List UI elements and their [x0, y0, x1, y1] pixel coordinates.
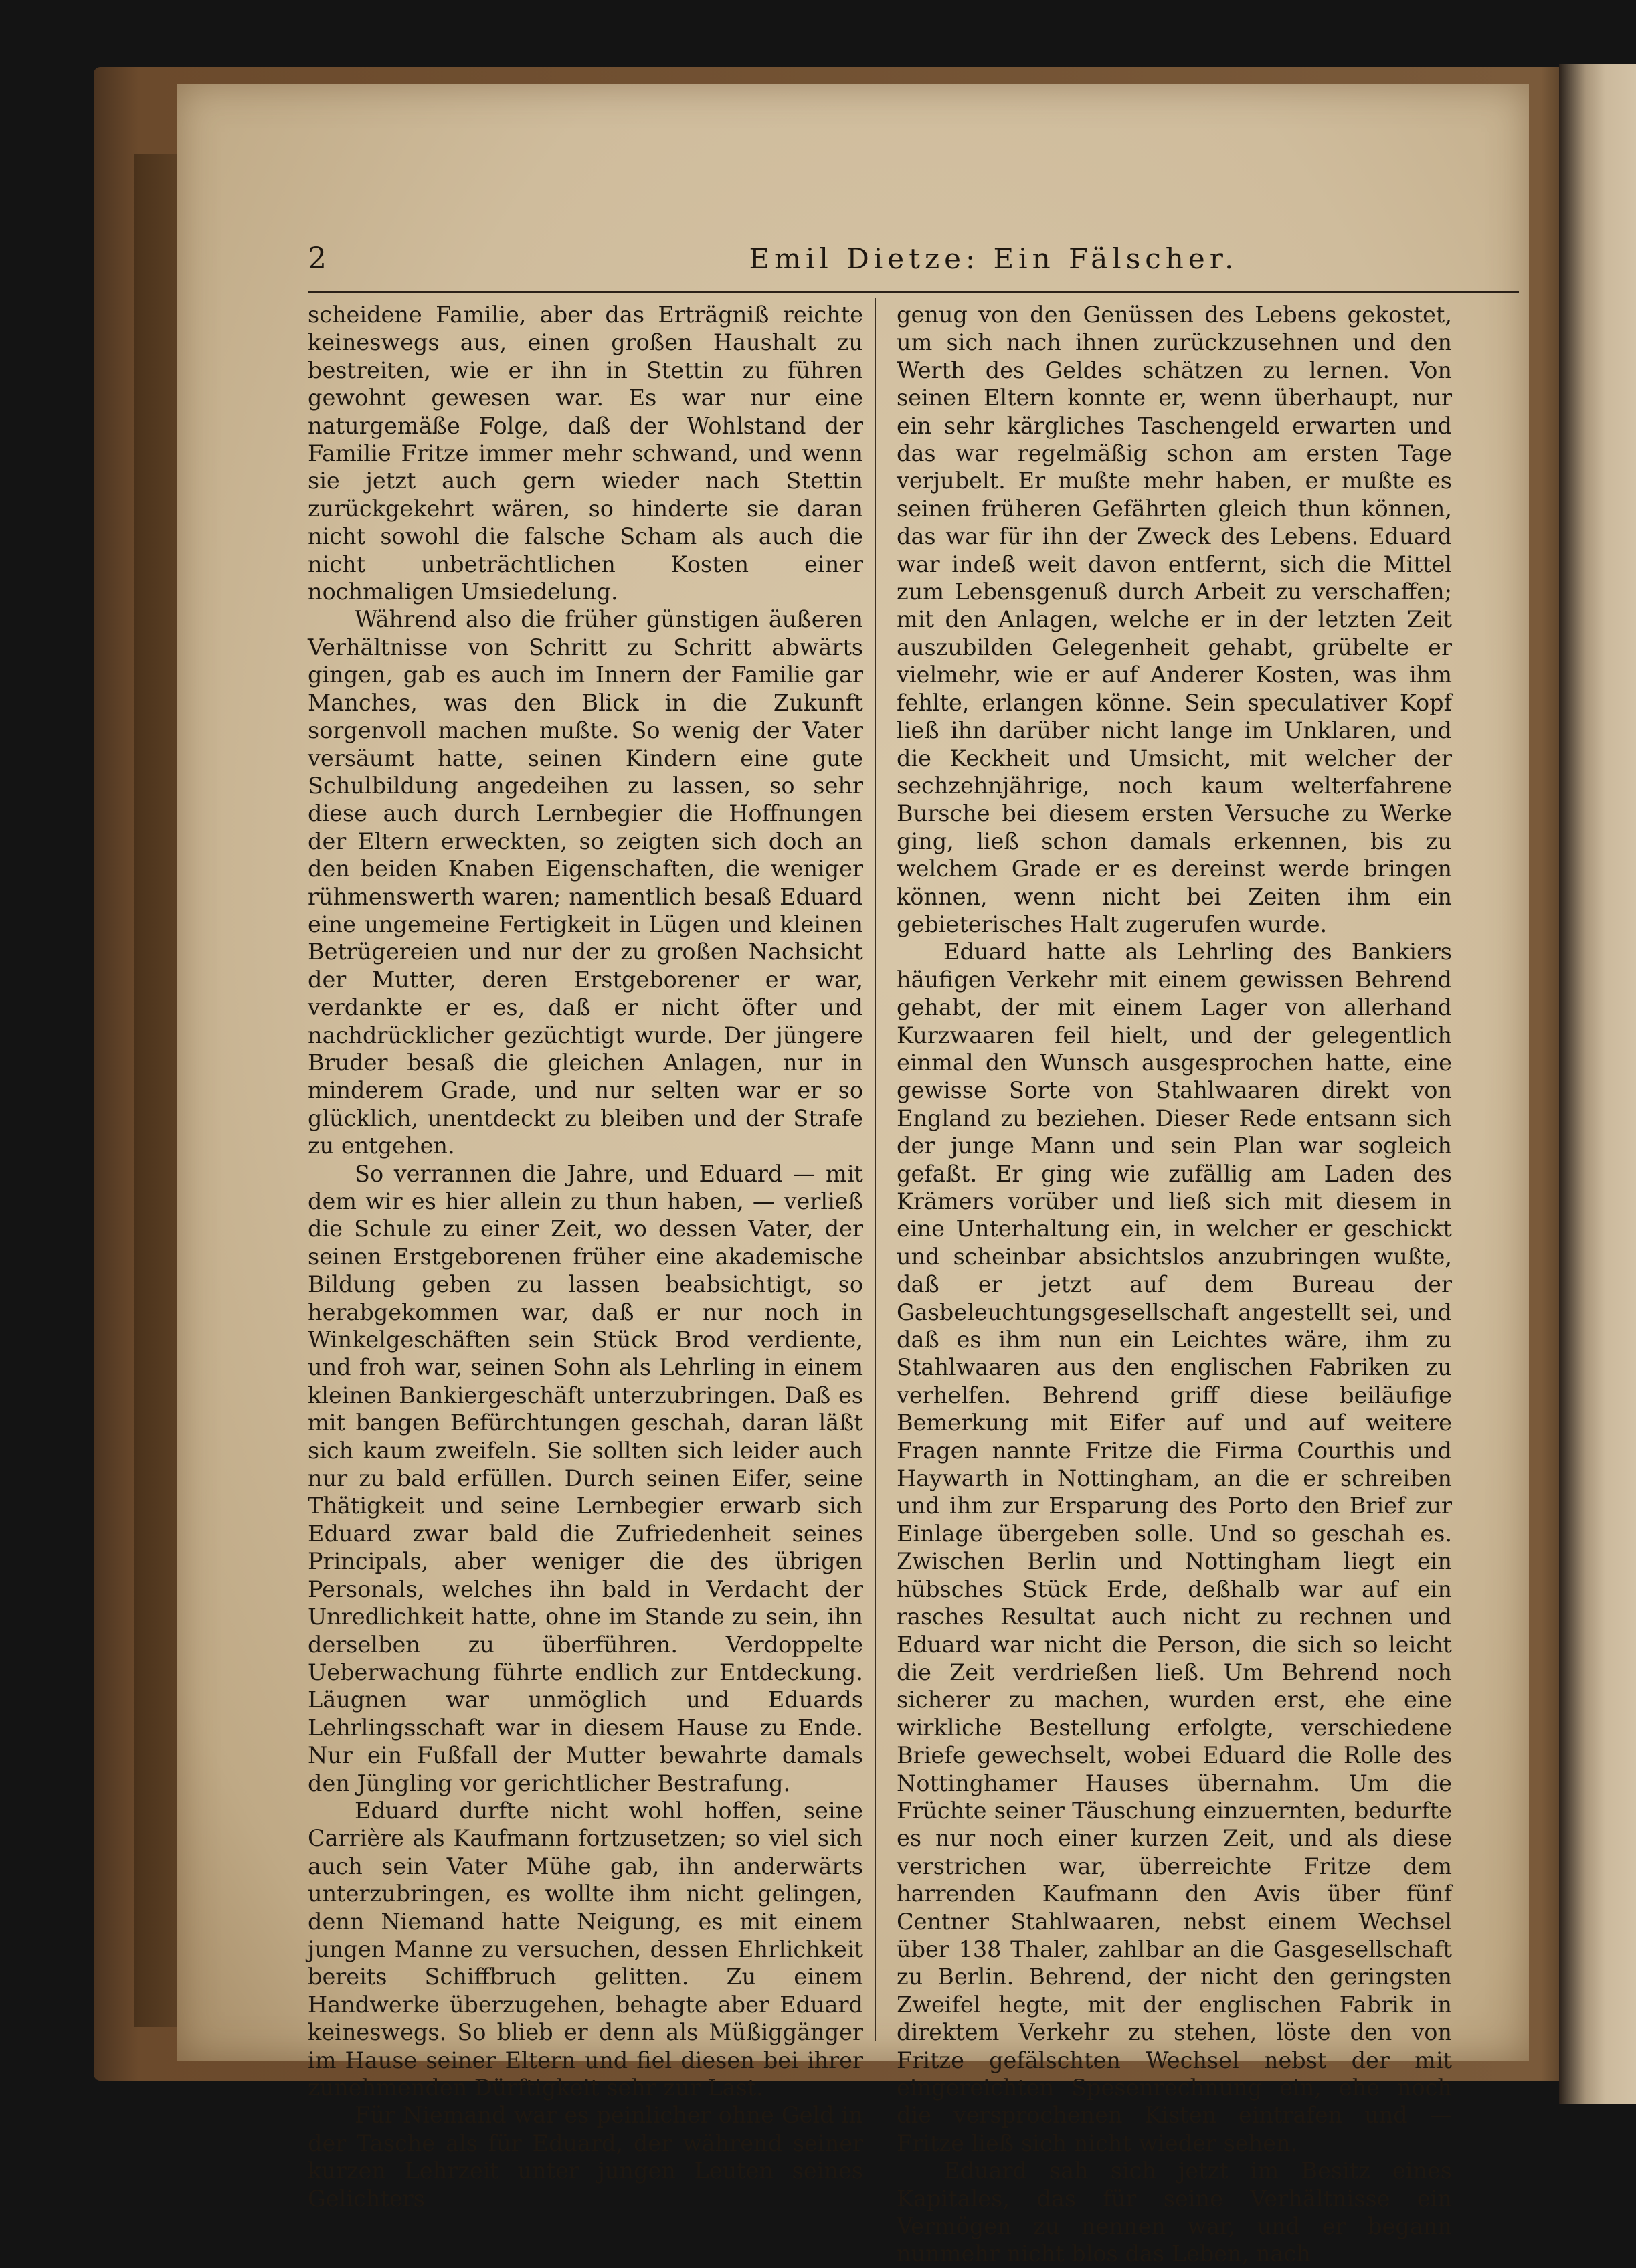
left-column: [308, 301, 863, 2212]
book-page: [177, 84, 1529, 2267]
paragraph: scheidene Familie, aber das Erträgniß reichte keineswegs aus, einen großen Haushalt zu bestreiten, wie er ihn in Stettin zu führen gewohnt gewesen war. Es war nur eine naturgemäße Folge, daß der Wohlstand der Familie Fritze immer mehr schwand, und wenn sie jetzt auch gern wieder nach Stettin zurückgekehrt wären, so hinderte sie daran nicht sowohl die falsche Scham als auch die nicht unbeträchtlichen Kosten einer nochmaligen Umsiedelung.: [308, 302, 863, 605]
running-title: Emil Dietze: Ein Fälscher.: [749, 242, 1239, 275]
paragraph: Eduard durfte nicht wohl hoffen, seine Carrière als Kaufmann fortzusetzen; so viel sich auch sein Vater Mühe gab, ihn anderwärts unterzubringen, es wollte ihm nicht gelingen, denn Niemand hatte Neigung, es mit einem jungen Manne zu versuchen, dessen Ehrlichkeit bereits Schiffbruch gelitten. Zu einem Handwerke überzugehen, behagte aber Eduard keineswegs. So blieb er denn als Müßiggänger im Hause seiner Eltern und fiel diesen bei ihrer zunehmenden Dürftigkeit sehr zur Last.: [308, 1797, 863, 2101]
paragraph: So verrannen die Jahre, und Eduard — mit dem wir es hier allein zu thun haben, — verließ die Schule zu einer Zeit, wo dessen Vater, der seinen Erstgeborenen früher eine akademische Bildung geben zu lassen beabsichtigt, so herabgekommen war, daß er nur noch in Winkelgeschäften sein Stück Brod verdiente, und froh war, seinen Sohn als Lehrling in einem kleinen Bankiergeschäft unterzubringen. Daß es mit bangen Befürchtungen geschah, daran läßt sich kaum zweifeln. Sie sollten sich leider auch nur zu bald erfüllen. Durch seinen Eifer, seine Thätigkeit und seine Lernbegier erwarb sich Eduard zwar bald die Zufriedenheit seines Principals, aber weniger die des übrigen Personals, welches ihn bald in Verdacht der Unredlichkeit hatte, ohne im Stande zu sein, ihn derselben zu überführen. Verdoppelte Ueberwachung führte endlich zur Entdeckung. Läugnen war unmöglich und Eduards Lehrlingsschaft war in diesem Hause zu Ende. Nur ein Fußfall der Mutter bewahrte damals den Jüngling vor gerichtlicher Bestrafung.: [308, 1160, 863, 1796]
paragraph: Eduard sah sich jetzt im Besitz eines Kapitales, das für seine Verhältnisse ein Vermögen zu nennen war, und er begann nunmehr nicht blos das Leben, nach: [897, 2158, 1452, 2267]
header-rule: [308, 291, 1519, 293]
paragraph: Während also die früher günstigen äußeren Verhältnisse von Schritt zu Schritt abwärts gingen, gab es auch im Innern der Familie gar Manches, was den Blick in die Zukunft sorgenvoll machen mußte. So wenig der Vater versäumt hatte, seinen Kindern eine gute Schulbildung angedeihen zu lassen, so sehr diese auch durch Lernbegier die Hoffnungen der Eltern erweckten, so zeigten sich doch an den beiden Knaben Eigenschaften, die weniger rühmenswerth waren; namentlich besaß Eduard eine ungemeine Fertigkeit in Lügen und kleinen Betrügereien und nur der zu großen Nachsicht der Mutter, deren Erstgeborener er war, verdankte er es, daß er nicht öfter und nachdrücklicher gezüchtigt wurde. Der jüngere Bruder besaß die gleichen Anlagen, nur in minderem Grade, und nur selten war er so glücklich, unentdeckt zu bleiben und der Strafe zu entgehen.: [308, 606, 863, 1159]
paragraph: genug von den Genüssen des Lebens gekostet, um sich nach ihnen zurückzusehnen und den Werth des Geldes schätzen zu lernen. Von seinen Eltern konnte er, wenn überhaupt, nur ein sehr kärgliches Taschengeld erwarten und das war regelmäßig schon am ersten Tage verjubelt. Er mußte mehr haben, er mußte es seinen früheren Gefährten gleich thun können, das war für ihn der Zweck des Lebens. Eduard war indeß weit davon entfernt, sich die Mittel zum Lebensgenuß durch Arbeit zu verschaffen; mit den Anlagen, welche er in der letzten Zeit auszubilden Gelegenheit gehabt, grübelte er vielmehr, wie er auf Anderer Kosten, was ihm fehlte, erlangen könne. Sein speculativer Kopf ließ ihn darüber nicht lange im Unklaren, und die Keckheit und Umsicht, mit welcher der sechzehnjährige, noch kaum welterfahrene Bursche bei diesem ersten Versuche zu Werke ging, ließ schon damals erkennen, bis zu welchem Grade er es dereinst werde bringen können, wenn nicht bei Zeiten ihm ein gebieterisches Halt zugerufen wurde.: [897, 302, 1452, 937]
paragraph: Eduard hatte als Lehrling des Bankiers häufigen Verkehr mit einem gewissen Behrend gehabt, der mit einem Lager von allerhand Kurzwaaren feil hielt, und der gelegentlich einmal den Wunsch ausgesprochen hatte, eine gewisse Sorte von Stahlwaaren direkt von England zu beziehen. Dieser Rede entsann sich der junge Mann und sein Plan war sogleich gefaßt. Er ging wie zufällig am Laden des Krämers vorüber und ließ sich mit diesem in eine Unterhaltung ein, in welcher er geschickt und scheinbar absichtslos anzubringen wußte, daß er jetzt auf dem Bureau der Gasbeleuchtungsgesellschaft angestellt sei, und daß es ihm nun ein Leichtes wäre, ihm zu Stahlwaaren aus den englischen Fabriken zu verhelfen. Behrend griff diese beiläufige Bemerkung mit Eifer auf und auf weitere Fragen nannte Fritze die Firma Courthis und Haywarth in Nottingham, an die er schreiben und ihm zur Ersparung des Porto den Brief zur Einlage übergeben solle. Und so geschah es. Zwischen Berlin und Nottingham liegt ein hübsches Stück Erde, deßhalb war auf ein rasches Resultat auch nicht zu rechnen und Eduard war nicht die Person, die sich so leicht die Zeit verdrießen ließ. Um Behrend noch sicherer zu machen, wurden erst, ehe eine wirkliche Bestellung erfolgte, verschiedene Briefe gewechselt, wobei Eduard die Rolle des Nottinghamer Hauses übernahm. Um die Früchte seiner Täuschung einzuernten, bedurfte es nur noch einer kurzen Zeit, und als diese verstrichen war, überreichte Fritze dem harrenden Kaufmann den Avis über fünf Centner Stahlwaaren, nebst einem Wechsel über 138 Thaler, zahlbar an die Gasgesellschaft zu Berlin. Behrend, der nicht den geringsten Zweifel hegte, mit der englischen Fabrik in direktem Verkehr zu stehen, löste den von Fritze gefälschten Wechsel nebst der mit eingereichten Spesenrechnung ein, ehe noch die versprochenen Kisten eintrafen und — Fritze ließ sich nicht wieder sehen.: [897, 939, 1452, 2156]
column-divider: [875, 298, 876, 2041]
page-header: [308, 232, 1519, 286]
page-number: 2: [308, 242, 327, 276]
paragraph: Für Niemand war es peinlicher ohne Geld in der Tasche als für Eduard, der während seiner kurzen Lehrzeit unter jungen Leuten seines Gelichters: [308, 2102, 863, 2212]
right-column: [897, 301, 1452, 2268]
facing-page-edge: [1559, 64, 1636, 2104]
